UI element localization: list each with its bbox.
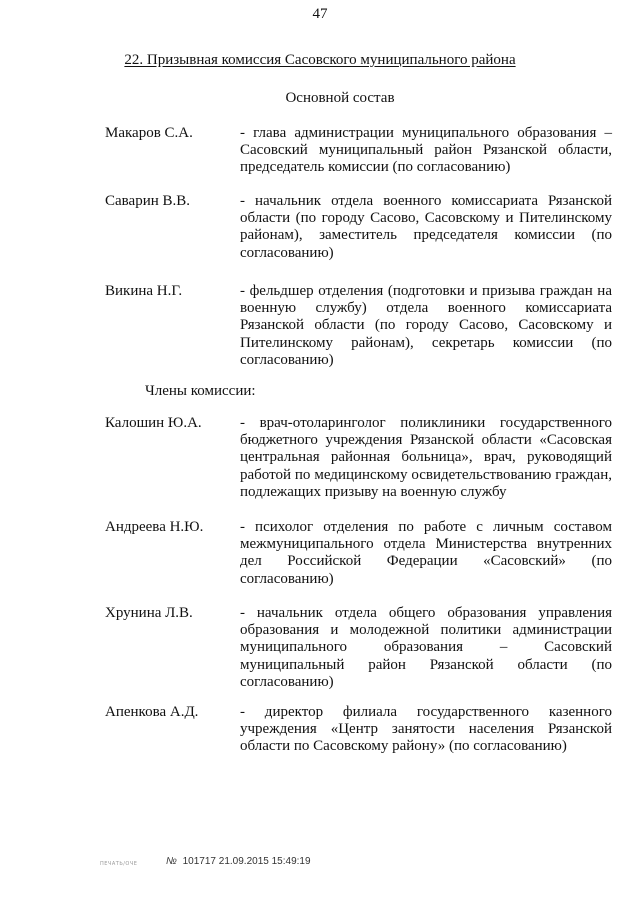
member-name: Хрунина Л.В. [105, 605, 193, 621]
member-role: - врач-отоларинголог поликлиники государственного бюджетного учреждения Рязанской области «Сасовская центральная районная больница», врач, руководящий работой по медицинскому освидетельствованию граждан, подлежащих призыву на военную службу [240, 415, 612, 500]
member-name: Макаров С.А. [105, 125, 193, 141]
section-title: 22. Призывная комиссия Сасовского муниципального района [124, 52, 516, 68]
member-role: - директор филиала государственного казенного учреждения «Центр занятости населения Рязанской области по Сасовскому району» (по согласованию) [240, 704, 612, 755]
member-name: Саварин В.В. [105, 193, 191, 209]
member-role: - глава администрации муниципального образования – Сасовский муниципальный район Рязанской области, председатель комиссии (по согласованию) [240, 125, 612, 176]
document-footer [100, 856, 400, 876]
member-role: - психолог отделения по работе с личным составом межмуниципального отдела Министерства внутренних дел Российской Федерации «Сасовский» (по согласованию) [240, 519, 612, 587]
member-name: Апенкова А.Д. [105, 704, 199, 720]
document-registration-stamp [166, 856, 311, 867]
members-heading: Члены комиссии: [145, 383, 256, 399]
stamp-mark: ПЕЧАТЬ/ОЧЕ [100, 861, 138, 867]
member-name: Андреева Н.Ю. [105, 519, 204, 535]
subtitle-main-composition: Основной состав [285, 90, 395, 106]
member-role: - начальник отдела общего образования управления образования и молодежной политики администрации муниципального образования – Сасовский муниципальный район Рязанской области (по согласованию) [240, 605, 612, 690]
page-number: 47 [312, 6, 328, 22]
member-role: - начальник отдела военного комиссариата Рязанской области (по городу Сасово, Сасовскому и Пителинскому районам), заместитель председателя комиссии (по согласованию) [240, 193, 612, 261]
member-name: Калошин Ю.А. [105, 415, 202, 431]
member-name: Викина Н.Г. [105, 283, 183, 299]
registration-number-date: 101717 21.09.2015 15:49:19 [182, 856, 311, 867]
number-sign: № [166, 856, 177, 867]
member-role: - фельдшер отделения (подготовки и призыва граждан на военную службу) отдела военного комиссариата Рязанской области (по городу Сасово, Сасовскому и Пителинскому районам), секретарь комиссии (по согласованию) [240, 283, 612, 368]
